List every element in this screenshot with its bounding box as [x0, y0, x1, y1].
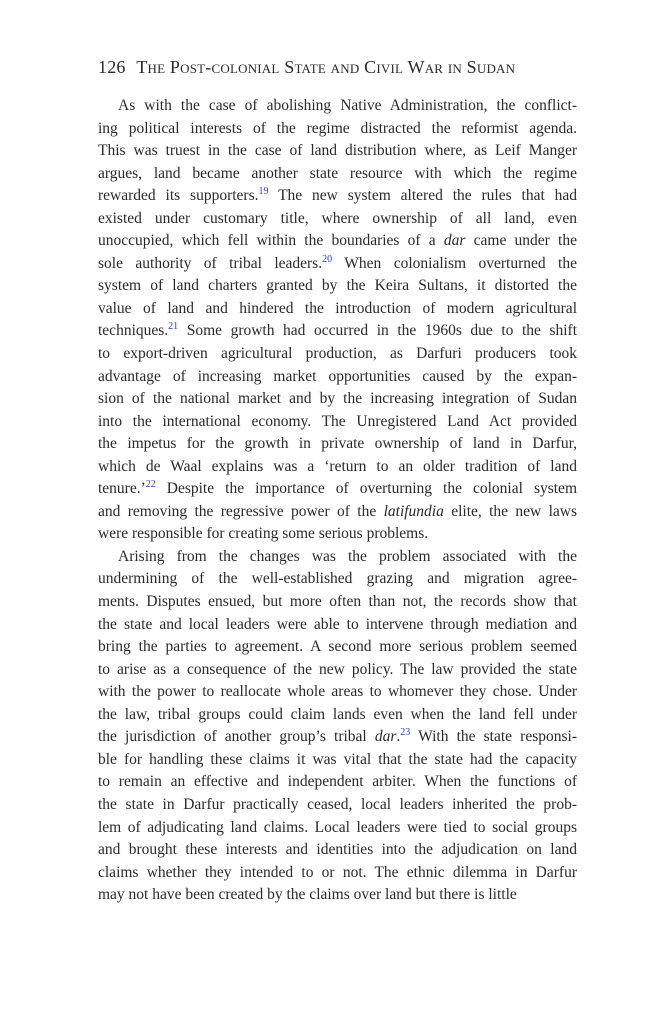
text-line [98, 591, 577, 614]
text-line [98, 749, 577, 772]
text-run: rewarded its supporters. [98, 187, 259, 205]
text-line [98, 253, 577, 276]
paragraph [98, 95, 577, 546]
text-run: with the power to reallocate whole areas to whomever they chose. Under [98, 683, 577, 701]
text-run: existed under customary title, where ownership of all land, even [98, 209, 577, 227]
text-run: ble for handling these claims it was vital that the state had the capacity [98, 750, 577, 768]
text-run: ing political interests of the regime distracted the reformist agenda. [98, 119, 577, 137]
text-line [98, 501, 577, 524]
text-run: the state in Darfur practically ceased, local leaders inherited the prob- [98, 795, 577, 813]
italic-term: latifundia [383, 502, 444, 520]
footnote-reference[interactable]: 23 [400, 727, 411, 739]
text-run: As with the case of abolishing Native Administration, the conflict- [118, 97, 577, 114]
text-line [98, 275, 577, 298]
text-line [98, 884, 577, 907]
text-run: techniques. [98, 322, 169, 340]
text-line [98, 862, 577, 885]
text-line [98, 185, 577, 208]
text-line [98, 163, 577, 186]
text-line [98, 568, 577, 591]
text-run: were responsible for creating some serious problems. [98, 525, 429, 543]
text-run: bring the parties to agreement. A second more serious problem seemed [98, 638, 577, 656]
text-line [98, 140, 577, 163]
body-text [98, 95, 577, 907]
text-run: Despite the importance of overturning the colonial system [155, 480, 577, 498]
text-line [98, 433, 577, 456]
text-line [98, 817, 577, 840]
text-line [98, 794, 577, 817]
text-run: came under the [465, 232, 577, 250]
page-number: 126 [98, 57, 126, 77]
text-run: With the state responsi- [410, 728, 577, 746]
text-line [98, 208, 577, 231]
paragraph [98, 546, 577, 907]
text-line [98, 478, 577, 501]
footnote-reference[interactable]: 19 [258, 186, 269, 198]
running-header [98, 57, 515, 78]
text-run: system of land charters granted by the Keira Sultans, it distorted the [98, 277, 577, 295]
text-run: When colonialism overturned the [332, 254, 577, 272]
footnote-reference[interactable]: 22 [145, 479, 156, 491]
text-run: ments. Disputes ensued, but more often than not, the records show that [98, 593, 577, 611]
running-title: The Post-colonial State and Civil War in Sudan [136, 57, 516, 77]
text-run: to export-driven agricultural production, as Darfuri producers took [98, 345, 577, 363]
text-run: argues, land became another state resource with which the regime [98, 164, 577, 182]
text-run: to remain an effective and independent arbiter. When the functions of [98, 773, 577, 791]
text-run: which de Waal explains was a ‘return to an older tradition of land [98, 457, 577, 475]
text-line [98, 366, 577, 389]
text-run: sole authority of tribal leaders. [98, 254, 323, 272]
text-run: Some growth had occurred in the 1960s due to the shift [178, 322, 577, 340]
text-line [98, 546, 577, 569]
text-run: the impetus for the growth in private ownership of land in Darfur, [98, 435, 577, 453]
text-run: lem of adjudicating land claims. Local leaders were tied to social groups [98, 818, 577, 836]
text-run: This was truest in the case of land distribution where, as Leif Manger [98, 142, 577, 160]
text-line [98, 614, 577, 637]
text-run: The new system altered the rules that had [268, 187, 577, 205]
text-line [98, 343, 577, 366]
text-line [98, 298, 577, 321]
text-line [98, 230, 577, 253]
text-run: tenure.’ [98, 480, 146, 498]
text-line [98, 388, 577, 411]
text-run: value of land and hindered the introduction of modern agricultural [98, 299, 577, 317]
text-run: claims whether they intended to or not. The ethnic dilemma in Darfur [98, 863, 577, 881]
text-line [98, 636, 577, 659]
text-run: to arise as a consequence of the new policy. The law provided the state [98, 660, 577, 678]
text-line [98, 411, 577, 434]
text-run: sion of the national market and by the increasing integration of Sudan [98, 390, 577, 408]
text-line [98, 659, 577, 682]
text-run: and brought these interests and identities into the adjudication on land [98, 841, 577, 859]
text-run: may not have been created by the claims over land but there is little [98, 886, 517, 904]
text-run: elite, the new laws [443, 502, 577, 520]
text-run: unoccupied, which fell within the boundaries of a [98, 232, 444, 250]
italic-term: dar [374, 728, 397, 746]
text-line [98, 320, 577, 343]
text-line [98, 95, 577, 118]
text-line [98, 523, 577, 546]
text-line [98, 771, 577, 794]
text-run: the state and local leaders were able to intervene through mediation and [98, 615, 577, 633]
text-run: undermining of the well-established grazing and migration agree- [98, 570, 577, 588]
text-line [98, 704, 577, 727]
text-line [98, 726, 577, 749]
footnote-reference[interactable]: 20 [322, 253, 333, 265]
text-run: and removing the regressive power of the [98, 502, 384, 520]
italic-term: dar [443, 232, 466, 250]
text-line [98, 681, 577, 704]
text-run: the law, tribal groups could claim lands even when the land fell under [98, 705, 577, 723]
text-line [98, 839, 577, 862]
text-line [98, 456, 577, 479]
text-run: advantage of increasing market opportunities caused by the expan- [98, 367, 577, 385]
text-run: . [396, 728, 401, 746]
footnote-reference[interactable]: 21 [168, 321, 179, 333]
text-run: Arising from the changes was the problem associated with the [118, 547, 577, 565]
text-run: the jurisdiction of another group’s tribal [98, 728, 375, 746]
text-line [98, 118, 577, 141]
text-run: into the international economy. The Unregistered Land Act provided [98, 412, 577, 430]
